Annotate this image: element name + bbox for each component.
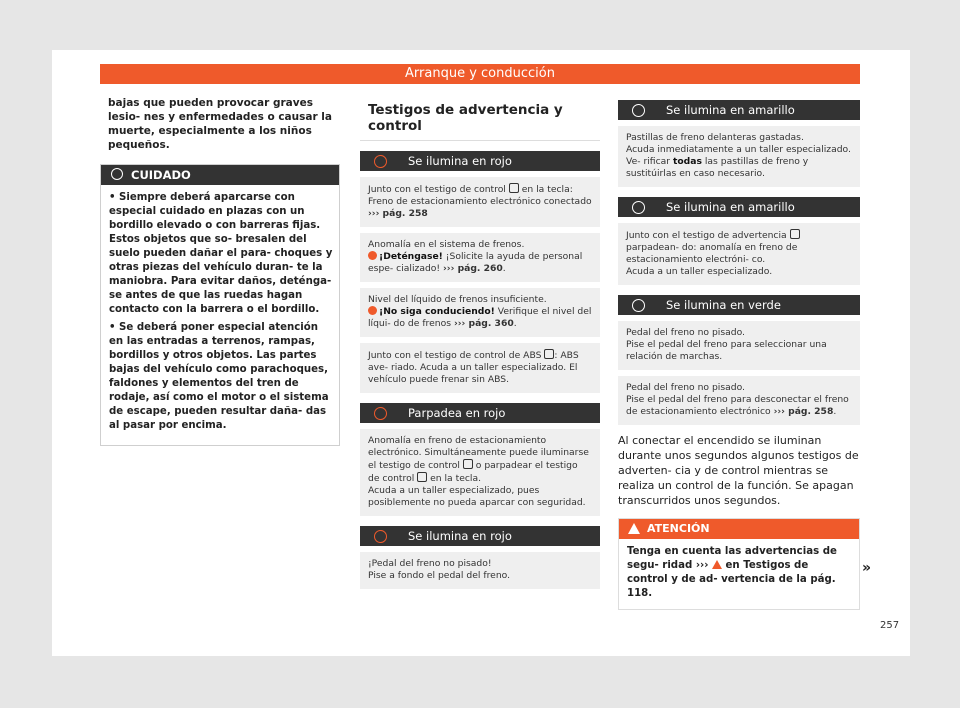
cell-text: Acuda a un taller especializado, pues posiblemente no pueda aparcar con seguridad. (368, 485, 586, 508)
cell-text: Acuda inmediatamente a un taller especializado. Ve- rificar (626, 144, 851, 167)
info-cell (618, 126, 860, 187)
cell-text: Verifique el nivel del líqui- do de frenos (368, 306, 592, 329)
foot-pedal-icon (632, 299, 645, 312)
column-middle (360, 96, 600, 589)
cell-text: o parpadear el testigo de control (368, 460, 578, 484)
cell-text: : ABS ave- riado. Acuda a un taller especializado. El vehículo puede frenar sin ABS. (368, 350, 579, 385)
attention-body (619, 539, 859, 609)
column-left (100, 96, 340, 446)
body-paragraph: Al conectar el encendido se iluminan durante unos segundos algunos testigos de adverten- cia y de control mientras se realiza un control de la función. Se apagan transcurridos unos segundos. (618, 434, 859, 507)
caution-header (101, 165, 339, 185)
page-reference[interactable]: ››› pág. 360 (453, 318, 514, 329)
section-header-label: Se ilumina en verde (666, 298, 781, 312)
column-right (618, 96, 860, 610)
brake-warning-icon (374, 155, 387, 168)
info-cell: Anomalía en el sistema de frenos. ¡Deténgase! ¡Solicite la ayuda de personal espe- cializado! ››› pág. 260. (360, 233, 600, 282)
info-cell (618, 321, 860, 370)
cell-emphasis: ¡Deténgase! (379, 251, 443, 262)
page-reference[interactable]: ››› pág. 258 (368, 208, 428, 219)
attention-title: ATENCIÓN (647, 522, 710, 535)
stop-icon (368, 251, 377, 260)
info-cell (360, 552, 600, 589)
info-cell: Nivel del líquido de frenos insuficiente. ¡No siga conduciendo! Verifique el nivel del líqui- do de frenos ››› pág. 360. (360, 288, 600, 337)
cell-text: Junto con el testigo de control de ABS (368, 350, 545, 361)
cell-text: Pedal del freno no pisado. (626, 327, 745, 338)
cell-text: Pise el pedal del freno para desconectar el freno de estacionamiento electrónico (626, 394, 849, 417)
cell-text: Acuda a un taller especializado. (626, 266, 773, 277)
cell-text: Junto con el testigo de control (368, 184, 509, 195)
warning-triangle-icon[interactable] (712, 560, 722, 569)
page-number: 257 (880, 620, 900, 631)
info-cell (360, 177, 600, 227)
attention-box (618, 518, 860, 610)
section-header-lit-green (618, 295, 860, 315)
attention-text: Tenga en cuenta las advertencias de segu- ridad ››› (627, 546, 837, 571)
attention-header (619, 519, 859, 539)
brake-pad-icon (632, 104, 645, 117)
attention-text: en Testigos de control y de ad- vertencia de la pág. 118. (627, 560, 836, 599)
cell-text: Pise a fondo el pedal del freno. (368, 570, 511, 581)
cell-text: en la tecla. (427, 473, 482, 484)
cell-text: Pedal del freno no pisado. (626, 382, 745, 393)
cell-text: Anomalía en freno de estacionamiento electrónico. Simultáneamente puede iluminarse el testigo de control (368, 435, 589, 471)
caution-item: • Se deberá poner especial atención en las entradas a terrenos, rampas, bordillos y otros objetos. Las partes bajas del vehículo como parachoques, faldones y elementos del tren de rodaje, así como el motor o el sistema de escape, pueden resultar daña- das al pasar por encima. (109, 322, 329, 431)
section-header-label: Se ilumina en rojo (408, 529, 512, 543)
chapter-title: Arranque y conducción (405, 66, 555, 81)
cell-text: parpadean- do: anomalía en freno de estacionamiento electróni- co. (626, 242, 798, 265)
section-header-blink-red (360, 403, 600, 423)
continue-mark: » (862, 560, 872, 576)
caution-title: CUIDADO (131, 168, 191, 182)
brake-warning-icon (374, 407, 387, 420)
cell-text: Anomalía en el sistema de frenos. (368, 239, 525, 250)
section-header-lit-red-pedal (360, 526, 600, 546)
info-cell (360, 343, 600, 393)
abs-icon (544, 349, 554, 359)
section-header-lit-yellow-2 (618, 197, 860, 217)
cell-text: Nivel del líquido de frenos insuficiente. (368, 294, 547, 305)
brake-warning-icon (790, 229, 800, 239)
parking-brake-fault-icon (463, 459, 473, 469)
page-reference[interactable]: ››› pág. 258 (773, 406, 834, 417)
parking-brake-fault-icon (632, 201, 645, 214)
cell-text: las pastillas de freno y sustitúirlas en caso necesario. (626, 156, 809, 179)
caution-body (101, 185, 339, 445)
section-header-label: Se ilumina en rojo (408, 154, 512, 168)
section-header-lit-red (360, 151, 600, 171)
cell-text: en la tecla: Freno de estacionamiento electrónico conectado (368, 184, 592, 207)
info-circle-icon (111, 168, 123, 180)
section-header-label: Se ilumina en amarillo (666, 200, 795, 214)
warning-triangle-icon (628, 523, 640, 534)
cell-text: ¡Solicite la ayuda de personal espe- cializado! (368, 251, 583, 274)
cell-text: ¡Pedal del freno no pisado! (368, 558, 492, 569)
cell-emphasis: ¡No siga conduciendo! (379, 306, 495, 317)
caution-item: • Siempre deberá aparcarse con especial cuidado en plazas con un bordillo elevado o con barreras fijas. Estos objetos que so- bresalen del suelo pueden dañar el para- choques y otras piezas del vehículo duran- te la maniobra. Para evitar daños, deténga- se antes de que las ruedas hagan contacto con la barrera o el bordillo. (109, 192, 333, 315)
parking-brake-icon (509, 183, 519, 193)
cell-text: Pastillas de freno delanteras gastadas. (626, 132, 804, 143)
info-cell (360, 429, 600, 516)
caution-box (100, 164, 340, 446)
cell-emphasis: todas (672, 156, 702, 167)
stop-icon (368, 306, 377, 315)
section-header-label: Se ilumina en amarillo (666, 103, 795, 117)
info-cell (618, 223, 860, 285)
page-header-band (100, 64, 860, 84)
foot-pedal-icon (374, 530, 387, 543)
cell-text: Pise el pedal del freno para seleccionar una relación de marchas. (626, 339, 827, 362)
section-header-label: Parpadea en rojo (408, 406, 506, 420)
section-title: Testigos de advertencia y control (360, 96, 600, 141)
info-cell: Pedal del freno no pisado. Pise el pedal del freno para desconectar el freno de estacionamiento electrónico ››› pág. 258. (618, 376, 860, 425)
lead-paragraph: bajas que pueden provocar graves lesio- nes y enfermedades o causar la muerte, especialmente a los niños pequeños. (108, 97, 332, 151)
section-header-lit-yellow (618, 100, 860, 120)
cell-text: Junto con el testigo de advertencia (626, 230, 790, 241)
page-reference[interactable]: ››› pág. 260 (443, 263, 503, 274)
parking-brake-icon (417, 472, 427, 482)
